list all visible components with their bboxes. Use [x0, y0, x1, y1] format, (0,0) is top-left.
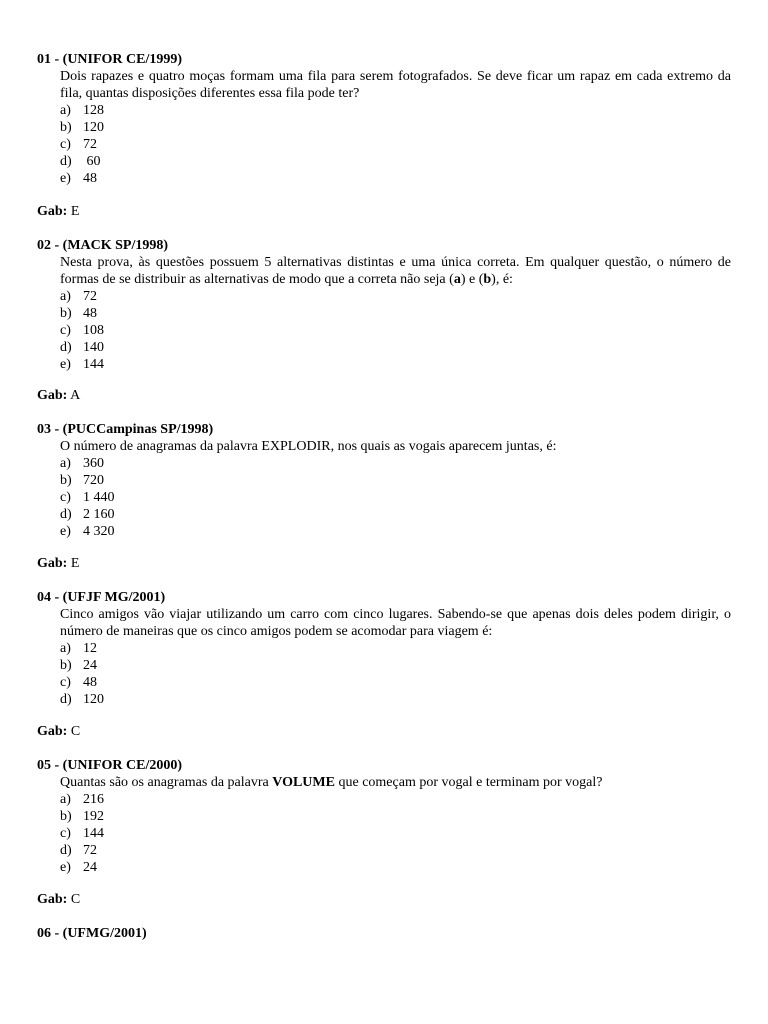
option-letter: b)	[60, 473, 72, 488]
question-05	[37, 757, 731, 876]
text-segment: ) e (	[460, 272, 484, 287]
option-e	[60, 523, 731, 540]
option-letter: b)	[60, 658, 72, 673]
answer-key-05	[37, 891, 80, 908]
answer-value: C	[70, 724, 81, 739]
option-b	[60, 472, 731, 489]
option-letter: e)	[60, 171, 71, 186]
option-b	[60, 119, 731, 136]
text-segment: que começam por vogal e terminam por vogal?	[334, 775, 603, 790]
option-b	[60, 657, 731, 674]
option-e	[60, 356, 731, 373]
option-d	[60, 339, 731, 356]
option-letter: a)	[60, 792, 71, 807]
option-d	[60, 506, 731, 523]
option-letter: e)	[60, 357, 71, 372]
option-value: 48	[83, 171, 97, 186]
question-text: Dois rapazes e quatro moças formam uma fila para serem fotografados. Se deve ficar um rapaz em cada extremo da fila, quantas disposições diferentes essa fila pode ter?	[60, 69, 731, 101]
option-letter: c)	[60, 490, 71, 505]
option-value: 216	[83, 792, 104, 807]
option-letter: e)	[60, 524, 71, 539]
question-header: 02 - (MACK SP/1998)	[37, 238, 169, 253]
option-value: 144	[83, 826, 104, 841]
option-c	[60, 674, 731, 691]
bold-word: VOLUME	[272, 775, 335, 790]
option-value: 144	[83, 357, 104, 372]
option-a	[60, 102, 731, 119]
answer-label: Gab:	[37, 556, 68, 571]
question-01	[37, 51, 731, 187]
option-letter: c)	[60, 323, 71, 338]
option-letter: c)	[60, 675, 71, 690]
option-letter: a)	[60, 289, 71, 304]
question-text: O número de anagramas da palavra EXPLODIR, nos quais as vogais aparecem juntas, é:	[60, 439, 557, 454]
answer-label: Gab:	[37, 388, 68, 403]
option-letter: d)	[60, 340, 72, 355]
question-06	[37, 925, 731, 942]
option-value: 4 320	[83, 524, 115, 539]
option-letter: b)	[60, 809, 72, 824]
answer-value: A	[70, 388, 81, 403]
question-header: 04 - (UFJF MG/2001)	[37, 590, 166, 605]
option-letter: b)	[60, 120, 72, 135]
option-letter: d)	[60, 692, 72, 707]
option-b	[60, 305, 731, 322]
option-value: 120	[83, 120, 104, 135]
option-value: 360	[83, 456, 104, 471]
question-header: 06 - (UFMG/2001)	[37, 926, 147, 941]
question-02	[37, 237, 731, 373]
option-value: 120	[83, 692, 104, 707]
answer-label: Gab:	[37, 892, 68, 907]
option-value: 48	[83, 675, 97, 690]
answer-key-03	[37, 555, 79, 572]
text-segment: ), é:	[491, 272, 513, 287]
option-letter: e)	[60, 860, 71, 875]
option-value: 72	[83, 843, 97, 858]
question-header: 03 - (PUCCampinas SP/1998)	[37, 422, 214, 437]
option-letter: d)	[60, 507, 72, 522]
option-value: 140	[83, 340, 104, 355]
option-letter: d)	[60, 843, 72, 858]
option-e	[60, 859, 731, 876]
option-a	[60, 288, 731, 305]
option-c	[60, 322, 731, 339]
answer-key-01	[37, 203, 79, 220]
option-d	[60, 842, 731, 859]
question-text	[60, 254, 731, 288]
bold-letter-b: b	[483, 272, 492, 287]
option-value: 12	[83, 641, 97, 656]
bold-letter-a: a	[453, 272, 461, 287]
option-letter: d)	[60, 154, 72, 169]
option-e	[60, 170, 731, 187]
option-a	[60, 791, 731, 808]
option-b	[60, 808, 731, 825]
option-value: 48	[83, 306, 97, 321]
question-04	[37, 589, 731, 708]
option-a	[60, 640, 731, 657]
options-list	[60, 791, 731, 876]
option-value: 192	[83, 809, 104, 824]
options-list	[60, 288, 731, 373]
option-value: 2 160	[83, 507, 115, 522]
option-letter: c)	[60, 826, 71, 841]
option-value: 24	[83, 658, 97, 673]
option-value: 720	[83, 473, 104, 488]
question-text	[60, 774, 731, 791]
option-letter: a)	[60, 641, 71, 656]
option-value: 72	[83, 137, 97, 152]
options-list	[60, 640, 731, 708]
question-text: Cinco amigos vão viajar utilizando um carro com cinco lugares. Sabendo-se que apenas dois deles podem dirigir, o número de maneiras que os cinco amigos podem se acomodar para viagem é:	[60, 607, 731, 639]
option-d	[60, 691, 731, 708]
option-letter: a)	[60, 103, 71, 118]
option-value: 108	[83, 323, 104, 338]
option-c	[60, 825, 731, 842]
text-segment: Nesta prova, às questões possuem 5 alternativas distintas e uma única correta. Em qualquer questão, o número de formas de se distribuir as alternativas de modo que a correta não seja (	[60, 255, 731, 287]
question-header: 05 - (UNIFOR CE/2000)	[37, 758, 183, 773]
answer-value: C	[70, 892, 81, 907]
option-d	[60, 153, 731, 170]
answer-key-04	[37, 723, 80, 740]
answer-label: Gab:	[37, 724, 68, 739]
option-letter: a)	[60, 456, 71, 471]
text-segment: Quantas são os anagramas da palavra	[60, 775, 273, 790]
answer-key-02	[37, 387, 80, 404]
option-a	[60, 455, 731, 472]
option-c	[60, 489, 731, 506]
answer-value: E	[70, 204, 80, 219]
option-letter: b)	[60, 306, 72, 321]
option-letter: c)	[60, 137, 71, 152]
option-value: 1 440	[83, 490, 115, 505]
option-value: 72	[83, 289, 97, 304]
question-header: 01 - (UNIFOR CE/1999)	[37, 52, 183, 67]
answer-label: Gab:	[37, 204, 68, 219]
question-03	[37, 421, 731, 540]
option-value: 128	[83, 103, 104, 118]
options-list	[60, 102, 731, 187]
option-value: 60	[83, 154, 101, 169]
option-c	[60, 136, 731, 153]
option-value: 24	[83, 860, 97, 875]
answer-value: E	[70, 556, 80, 571]
options-list	[60, 455, 731, 540]
